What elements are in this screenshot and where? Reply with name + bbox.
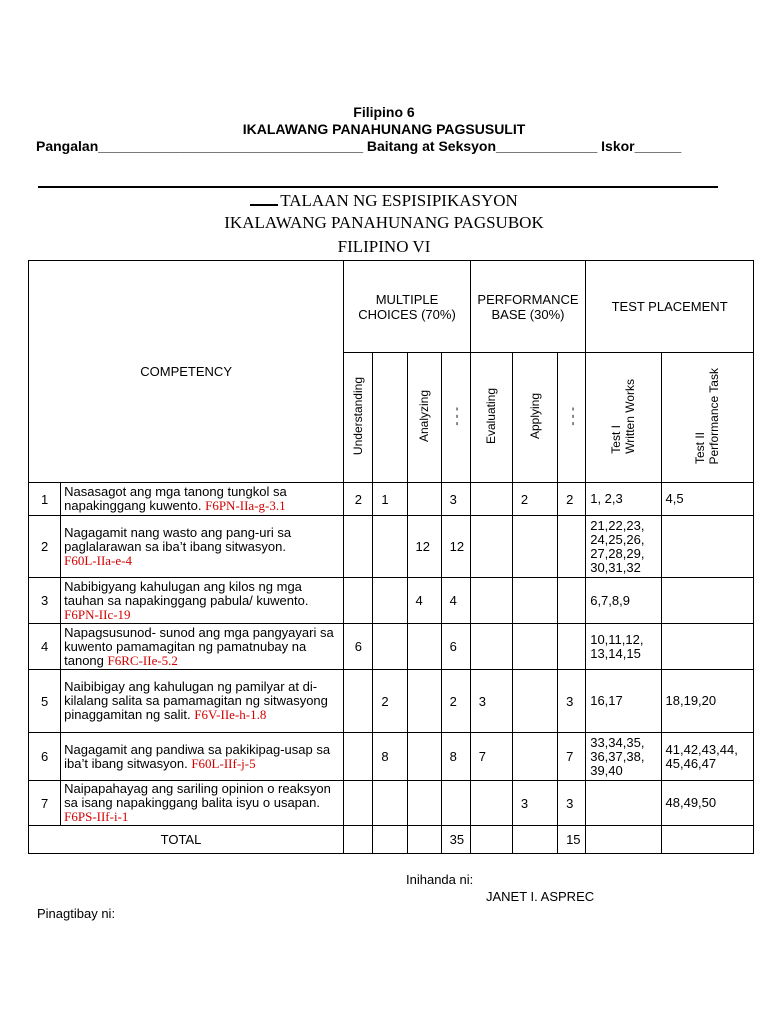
pb-cell [512, 578, 557, 624]
mc-total-cell: 4 [441, 578, 470, 624]
competency-code: F60L-IIa-e-4 [64, 552, 132, 568]
mc-cell [407, 624, 441, 670]
pb-total-cell [558, 516, 586, 578]
competency-cell: Nasasagot ang mga tanong tungkol sa napakinggang kuwento. F6PN-IIa-g-3.1 [61, 483, 344, 516]
total-empty [586, 826, 661, 854]
total-row [29, 826, 754, 854]
test1-cell: 21,22,23, 24,25,26, 27,28,29, 30,31,32 [586, 516, 661, 578]
mc-cell: 1 [373, 483, 407, 516]
exam-title: IKALAWANG PANAHUNANG PAGSUSULIT [242, 121, 526, 137]
test1-cell: 10,11,12, 13,14,15 [586, 624, 661, 670]
mc-cell [407, 781, 441, 826]
competency-cell: Nagagamit nang wasto ang pang-uri sa paglalarawan sa iba’t ibang sitwasyon. F60L-IIa-e-4 [61, 516, 344, 578]
pb-cell [470, 483, 512, 516]
table-row [29, 624, 754, 670]
understanding-header: Understanding [344, 353, 373, 483]
test2-cell: 48,49,50 [661, 781, 753, 826]
pb-header: PERFORMANCE BASE (30%) [470, 261, 585, 353]
row-number: 1 [29, 483, 61, 516]
table-row [29, 578, 754, 624]
pb-grand-total: 15 [558, 826, 586, 854]
name-blank: __________________________________ [98, 138, 363, 154]
table-row [29, 670, 754, 733]
total-empty [512, 826, 557, 854]
total-spacer [29, 826, 61, 854]
understanding-header [373, 353, 407, 483]
pb-cell [470, 781, 512, 826]
row-number: 3 [29, 578, 61, 624]
mc-cell: 2 [373, 670, 407, 733]
mc-grand-total: 35 [441, 826, 470, 854]
pb-cell [470, 624, 512, 670]
pb-cell [512, 624, 557, 670]
test2-cell [661, 578, 753, 624]
mc-cell [344, 670, 373, 733]
tos-subtitle: IKALAWANG PANAHUNANG PAGSUBOK [224, 213, 544, 232]
test2-cell: 41,42,43,44, 45,46,47 [661, 733, 753, 781]
pb-total-cell: 7 [558, 733, 586, 781]
test1-cell: 6,7,8,9 [586, 578, 661, 624]
evaluating-header: Evaluating [470, 353, 512, 483]
competency-cell: Napagsusunod- sunod ang mga pangyayari sa kuwento pamamagitan ng pamatnubay na tanong F6RC-IIe-5.2 [61, 624, 344, 670]
mc-header: MULTIPLE CHOICES (70%) [344, 261, 470, 353]
mc-cell [344, 733, 373, 781]
competency-code: F60L-IIf-j-5 [191, 755, 256, 771]
mc-total-cell: 12 [441, 516, 470, 578]
mc-cell [373, 781, 407, 826]
mc-cell [373, 578, 407, 624]
mc-cell [344, 516, 373, 578]
competency-code: F6PN-IIc-19 [64, 606, 131, 622]
pb-cell [512, 670, 557, 733]
mc-total-cell [441, 781, 470, 826]
pb-cell [470, 516, 512, 578]
row-number: 7 [29, 781, 61, 826]
competency-code: F6RC-IIe-5.2 [107, 652, 178, 668]
subject-heading: Filipino 6 [353, 104, 415, 120]
mc-cell [407, 670, 441, 733]
mc-total-cell: 2 [441, 670, 470, 733]
table-row [29, 733, 754, 781]
tos-title: TALAAN NG ESPISIPIKASYON [0, 191, 768, 211]
pb-cell: 7 [470, 733, 512, 781]
mc-cell [344, 578, 373, 624]
mc-cell: 6 [344, 624, 373, 670]
total-empty [407, 826, 441, 854]
row-number: 6 [29, 733, 61, 781]
pb-total-cell [558, 578, 586, 624]
student-info-line [36, 138, 681, 154]
section-label: Baitang at Seksyon [366, 138, 497, 154]
mc-total-header: - - - [441, 353, 470, 483]
total-empty [373, 826, 407, 854]
mc-cell [344, 781, 373, 826]
total-empty [661, 826, 753, 854]
test2-cell: 18,19,20 [661, 670, 753, 733]
total-label: TOTAL [61, 826, 344, 854]
competency-code: F6V-IIe-h-1.8 [194, 707, 267, 722]
test1-cell: 1, 2,3 [586, 483, 661, 516]
mc-cell: 8 [373, 733, 407, 781]
test2-cell [661, 624, 753, 670]
test2-cell: 4,5 [661, 483, 753, 516]
mc-cell [373, 624, 407, 670]
pb-cell: 3 [470, 670, 512, 733]
mc-total-cell: 6 [441, 624, 470, 670]
row-number: 4 [29, 624, 61, 670]
test2-header: Test IIPerformance Task [661, 353, 753, 483]
test1-cell [586, 781, 661, 826]
mc-cell: 2 [344, 483, 373, 516]
competency-code: F6PS-IIf-i-1 [64, 809, 129, 824]
placement-header: TEST PLACEMENT [586, 261, 754, 353]
competency-code: F6PN-IIa-g-3.1 [205, 498, 286, 513]
pb-total-cell: 3 [558, 781, 586, 826]
specification-table [28, 260, 754, 854]
row-number: 5 [29, 670, 61, 733]
test1-cell: 16,17 [586, 670, 661, 733]
pb-cell [512, 733, 557, 781]
table-row [29, 483, 754, 516]
pb-cell [470, 578, 512, 624]
mc-cell [407, 483, 441, 516]
name-label: Pangalan [36, 138, 99, 154]
table-row [29, 516, 754, 578]
mc-cell [407, 733, 441, 781]
score-blank: ______ [634, 138, 682, 154]
mc-cell [373, 516, 407, 578]
prepared-by-label: Inihanda ni: [406, 872, 474, 887]
competency-header: COMPETENCY [29, 261, 344, 483]
total-empty [470, 826, 512, 854]
pb-total-cell: 2 [558, 483, 586, 516]
score-label: Iskor [601, 138, 635, 154]
pb-total-cell: 3 [558, 670, 586, 733]
pb-total-header: - - - [558, 353, 586, 483]
mc-cell: 4 [407, 578, 441, 624]
mc-total-cell: 8 [441, 733, 470, 781]
test1-header: Test IWritten Works [586, 353, 661, 483]
pb-total-cell [558, 624, 586, 670]
competency-cell: Naibibigay ang kahulugan ng pamilyar at di-kilalang salita sa pamamagitan ng sitwasyong pinaggamitan ng salit. F6V-IIe-h-1.8 [61, 670, 344, 733]
mc-cell: 12 [407, 516, 441, 578]
mc-total-cell: 3 [441, 483, 470, 516]
table-row [29, 781, 754, 826]
approved-by-label: Pinagtibay ni: [37, 906, 116, 921]
competency-cell: Naipapahayag ang sariling opinion o reaksyon sa isang napakinggang balita isyu o usapan. F6PS-IIf-i-1 [61, 781, 344, 826]
tos-subject: FILIPINO VI [337, 237, 431, 256]
title-blank [250, 192, 278, 206]
analyzing-header: Analyzing [407, 353, 441, 483]
test1-cell: 33,34,35, 36,37,38, 39,40 [586, 733, 661, 781]
pb-cell [512, 516, 557, 578]
pb-cell: 2 [512, 483, 557, 516]
divider-rule [38, 186, 718, 188]
total-empty [344, 826, 373, 854]
section-blank: _____________ [496, 138, 598, 154]
pb-cell: 3 [512, 781, 557, 826]
prepared-by-name: JANET I. ASPREC [486, 889, 595, 904]
competency-cell: Nagagamit ang pandiwa sa pakikipag-usap sa iba’t ibang sitwasyon. F60L-IIf-j-5 [61, 733, 344, 781]
row-number: 2 [29, 516, 61, 578]
applying-header: Applying [512, 353, 557, 483]
test2-cell [661, 516, 753, 578]
competency-cell: Nabibigyang kahulugan ang kilos ng mga tauhan sa napakinggang pabula/ kuwento. F6PN-IIc-19 [61, 578, 344, 624]
